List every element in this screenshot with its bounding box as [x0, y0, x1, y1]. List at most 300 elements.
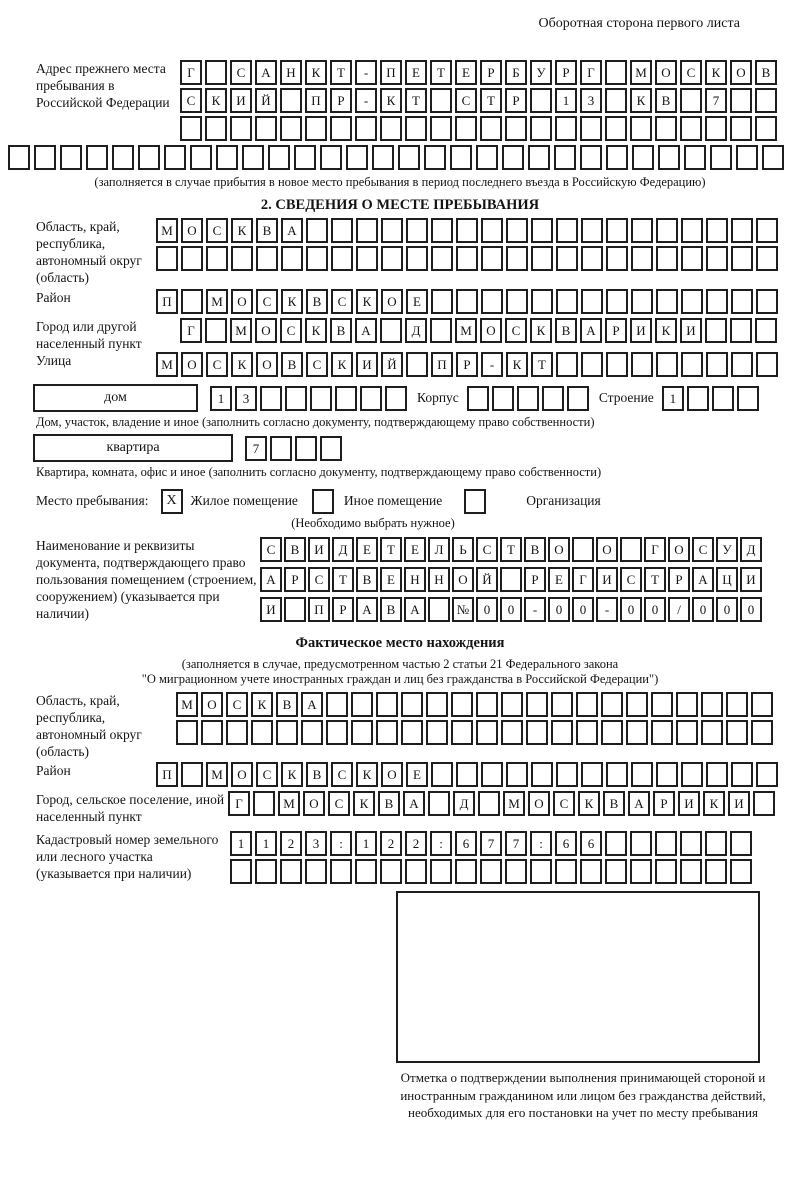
char-cell[interactable]	[626, 720, 648, 745]
char-cell[interactable]	[631, 289, 653, 314]
char-cell[interactable]	[253, 791, 275, 816]
char-cell[interactable]	[751, 692, 773, 717]
char-cell[interactable]	[481, 246, 503, 271]
char-cell[interactable]	[681, 352, 703, 377]
house-type-box[interactable]: дом	[33, 384, 198, 412]
char-cell[interactable]: А	[260, 567, 282, 592]
char-cell[interactable]: Г	[572, 567, 594, 592]
char-cell[interactable]	[580, 859, 602, 884]
char-cell[interactable]	[581, 246, 603, 271]
char-cell[interactable]	[736, 145, 758, 170]
char-cell[interactable]: К	[353, 791, 375, 816]
char-cell[interactable]	[531, 218, 553, 243]
char-cell[interactable]	[753, 791, 775, 816]
char-cell[interactable]: С	[331, 289, 353, 314]
char-cell[interactable]: Е	[455, 60, 477, 85]
char-cell[interactable]	[631, 762, 653, 787]
char-cell[interactable]: Р	[653, 791, 675, 816]
char-cell[interactable]	[351, 720, 373, 745]
fact-district-row[interactable]	[156, 762, 778, 787]
char-cell[interactable]: А	[255, 60, 277, 85]
char-cell[interactable]	[730, 859, 752, 884]
char-cell[interactable]	[351, 692, 373, 717]
char-cell[interactable]: Т	[531, 352, 553, 377]
char-cell[interactable]	[330, 859, 352, 884]
char-cell[interactable]: А	[301, 692, 323, 717]
char-cell[interactable]	[656, 246, 678, 271]
stroenie-row[interactable]	[662, 386, 759, 411]
char-cell[interactable]	[630, 116, 652, 141]
char-cell[interactable]: 0	[716, 597, 738, 622]
char-cell[interactable]	[605, 859, 627, 884]
char-cell[interactable]: И	[680, 318, 702, 343]
char-cell[interactable]	[476, 692, 498, 717]
char-cell[interactable]	[656, 289, 678, 314]
char-cell[interactable]: П	[305, 88, 327, 113]
char-cell[interactable]: №	[452, 597, 474, 622]
char-cell[interactable]: С	[256, 762, 278, 787]
char-cell[interactable]	[705, 859, 727, 884]
char-cell[interactable]: У	[716, 537, 738, 562]
char-cell[interactable]	[480, 859, 502, 884]
char-cell[interactable]	[480, 116, 502, 141]
char-cell[interactable]	[681, 218, 703, 243]
char-cell[interactable]	[601, 692, 623, 717]
char-cell[interactable]	[526, 692, 548, 717]
char-cell[interactable]	[360, 386, 382, 411]
char-cell[interactable]: 3	[580, 88, 602, 113]
char-cell[interactable]	[631, 246, 653, 271]
char-cell[interactable]	[430, 88, 452, 113]
char-cell[interactable]: С	[505, 318, 527, 343]
char-cell[interactable]: А	[628, 791, 650, 816]
char-cell[interactable]	[456, 289, 478, 314]
char-cell[interactable]: С	[553, 791, 575, 816]
char-cell[interactable]	[216, 145, 238, 170]
char-cell[interactable]: К	[703, 791, 725, 816]
char-cell[interactable]: Н	[404, 567, 426, 592]
char-cell[interactable]: 3	[235, 386, 257, 411]
char-cell[interactable]	[567, 386, 589, 411]
char-cell[interactable]	[430, 859, 452, 884]
char-cell[interactable]	[138, 145, 160, 170]
char-cell[interactable]	[681, 289, 703, 314]
char-cell[interactable]: С	[476, 537, 498, 562]
char-cell[interactable]	[355, 116, 377, 141]
char-cell[interactable]	[606, 289, 628, 314]
char-cell[interactable]	[706, 289, 728, 314]
char-cell[interactable]: В	[256, 218, 278, 243]
char-cell[interactable]	[456, 246, 478, 271]
char-cell[interactable]: П	[380, 60, 402, 85]
char-cell[interactable]: С	[308, 567, 330, 592]
char-cell[interactable]	[180, 116, 202, 141]
char-cell[interactable]: И	[230, 88, 252, 113]
char-cell[interactable]: К	[331, 352, 353, 377]
char-cell[interactable]: Г	[228, 791, 250, 816]
char-cell[interactable]: С	[680, 60, 702, 85]
char-cell[interactable]: /	[668, 597, 690, 622]
char-cell[interactable]	[656, 352, 678, 377]
char-cell[interactable]: 7	[505, 831, 527, 856]
char-cell[interactable]	[605, 88, 627, 113]
char-cell[interactable]	[630, 831, 652, 856]
prev-address-row-4[interactable]	[8, 145, 792, 170]
char-cell[interactable]	[731, 352, 753, 377]
char-cell[interactable]: К	[380, 88, 402, 113]
char-cell[interactable]	[156, 246, 178, 271]
char-cell[interactable]: О	[255, 318, 277, 343]
char-cell[interactable]	[476, 720, 498, 745]
char-cell[interactable]	[632, 145, 654, 170]
char-cell[interactable]: Г	[580, 60, 602, 85]
char-cell[interactable]	[385, 386, 407, 411]
char-cell[interactable]: С	[256, 289, 278, 314]
char-cell[interactable]: И	[678, 791, 700, 816]
char-cell[interactable]	[580, 116, 602, 141]
char-cell[interactable]: 7	[705, 88, 727, 113]
char-cell[interactable]	[431, 762, 453, 787]
char-cell[interactable]	[531, 289, 553, 314]
char-cell[interactable]: С	[331, 762, 353, 787]
char-cell[interactable]: -	[596, 597, 618, 622]
char-cell[interactable]	[112, 145, 134, 170]
char-cell[interactable]	[658, 145, 680, 170]
char-cell[interactable]: О	[231, 289, 253, 314]
char-cell[interactable]	[306, 218, 328, 243]
char-cell[interactable]	[260, 386, 282, 411]
char-cell[interactable]: Е	[404, 537, 426, 562]
char-cell[interactable]	[190, 145, 212, 170]
char-cell[interactable]	[285, 386, 307, 411]
char-cell[interactable]	[372, 145, 394, 170]
char-cell[interactable]: 1	[662, 386, 684, 411]
char-cell[interactable]: 1	[555, 88, 577, 113]
char-cell[interactable]: Р	[480, 60, 502, 85]
char-cell[interactable]	[606, 352, 628, 377]
char-cell[interactable]	[280, 116, 302, 141]
char-cell[interactable]: 3	[305, 831, 327, 856]
char-cell[interactable]	[60, 145, 82, 170]
char-cell[interactable]	[528, 145, 550, 170]
char-cell[interactable]	[331, 246, 353, 271]
char-cell[interactable]: А	[580, 318, 602, 343]
char-cell[interactable]	[606, 218, 628, 243]
char-cell[interactable]	[730, 318, 752, 343]
char-cell[interactable]	[310, 386, 332, 411]
char-cell[interactable]	[428, 597, 450, 622]
checkbox-organization[interactable]	[464, 489, 486, 514]
char-cell[interactable]	[305, 116, 327, 141]
char-cell[interactable]: :	[330, 831, 352, 856]
char-cell[interactable]: С	[328, 791, 350, 816]
char-cell[interactable]: 0	[740, 597, 762, 622]
char-cell[interactable]	[676, 720, 698, 745]
char-cell[interactable]	[606, 762, 628, 787]
char-cell[interactable]	[655, 116, 677, 141]
char-cell[interactable]: В	[524, 537, 546, 562]
char-cell[interactable]: А	[403, 791, 425, 816]
char-cell[interactable]: М	[230, 318, 252, 343]
char-cell[interactable]	[401, 720, 423, 745]
char-cell[interactable]	[631, 218, 653, 243]
apartment-type-box[interactable]: квартира	[33, 434, 233, 462]
char-cell[interactable]	[320, 145, 342, 170]
char-cell[interactable]: Т	[405, 88, 427, 113]
char-cell[interactable]: М	[156, 352, 178, 377]
char-cell[interactable]	[181, 762, 203, 787]
char-cell[interactable]: О	[381, 762, 403, 787]
char-cell[interactable]	[455, 116, 477, 141]
char-cell[interactable]: О	[256, 352, 278, 377]
char-cell[interactable]	[706, 218, 728, 243]
char-cell[interactable]	[481, 289, 503, 314]
char-cell[interactable]: С	[455, 88, 477, 113]
char-cell[interactable]	[655, 831, 677, 856]
char-cell[interactable]	[556, 218, 578, 243]
char-cell[interactable]	[755, 116, 777, 141]
char-cell[interactable]	[556, 289, 578, 314]
char-cell[interactable]	[426, 720, 448, 745]
char-cell[interactable]	[320, 436, 342, 461]
char-cell[interactable]	[270, 436, 292, 461]
char-cell[interactable]	[456, 218, 478, 243]
char-cell[interactable]	[431, 246, 453, 271]
char-cell[interactable]: О	[452, 567, 474, 592]
char-cell[interactable]: Р	[332, 597, 354, 622]
prev-address-row-2[interactable]	[180, 88, 777, 113]
char-cell[interactable]	[684, 145, 706, 170]
char-cell[interactable]: С	[692, 537, 714, 562]
char-cell[interactable]	[424, 145, 446, 170]
char-cell[interactable]	[712, 386, 734, 411]
char-cell[interactable]	[651, 692, 673, 717]
char-cell[interactable]	[356, 246, 378, 271]
char-cell[interactable]	[701, 720, 723, 745]
char-cell[interactable]: О	[231, 762, 253, 787]
char-cell[interactable]: К	[578, 791, 600, 816]
char-cell[interactable]: Г	[180, 318, 202, 343]
char-cell[interactable]: К	[655, 318, 677, 343]
char-cell[interactable]	[680, 88, 702, 113]
char-cell[interactable]	[34, 145, 56, 170]
fact-city-row[interactable]	[228, 791, 775, 816]
char-cell[interactable]	[572, 537, 594, 562]
char-cell[interactable]: Й	[255, 88, 277, 113]
char-cell[interactable]	[450, 145, 472, 170]
char-cell[interactable]	[710, 145, 732, 170]
char-cell[interactable]	[205, 318, 227, 343]
char-cell[interactable]: Р	[505, 88, 527, 113]
char-cell[interactable]: Р	[456, 352, 478, 377]
char-cell[interactable]: С	[280, 318, 302, 343]
char-cell[interactable]: Г	[180, 60, 202, 85]
char-cell[interactable]	[551, 692, 573, 717]
char-cell[interactable]	[630, 859, 652, 884]
char-cell[interactable]: С	[306, 352, 328, 377]
char-cell[interactable]	[705, 318, 727, 343]
char-cell[interactable]: С	[620, 567, 642, 592]
char-cell[interactable]	[430, 318, 452, 343]
char-cell[interactable]	[731, 246, 753, 271]
char-cell[interactable]: К	[231, 352, 253, 377]
char-cell[interactable]	[251, 720, 273, 745]
char-cell[interactable]: :	[430, 831, 452, 856]
char-cell[interactable]	[756, 218, 778, 243]
char-cell[interactable]	[331, 218, 353, 243]
char-cell[interactable]	[501, 692, 523, 717]
char-cell[interactable]	[755, 88, 777, 113]
char-cell[interactable]: В	[356, 567, 378, 592]
char-cell[interactable]: А	[404, 597, 426, 622]
char-cell[interactable]: М	[206, 289, 228, 314]
char-cell[interactable]: 0	[500, 597, 522, 622]
char-cell[interactable]	[231, 246, 253, 271]
char-cell[interactable]	[730, 116, 752, 141]
region-row-2[interactable]	[156, 246, 778, 271]
char-cell[interactable]: У	[530, 60, 552, 85]
char-cell[interactable]: О	[596, 537, 618, 562]
char-cell[interactable]	[230, 116, 252, 141]
char-cell[interactable]: И	[728, 791, 750, 816]
char-cell[interactable]: А	[692, 567, 714, 592]
char-cell[interactable]	[530, 859, 552, 884]
char-cell[interactable]	[542, 386, 564, 411]
cadastre-row-1[interactable]	[230, 831, 752, 856]
apartment-number-row[interactable]	[245, 436, 342, 461]
char-cell[interactable]	[620, 537, 642, 562]
char-cell[interactable]	[242, 145, 264, 170]
char-cell[interactable]	[305, 859, 327, 884]
char-cell[interactable]	[164, 145, 186, 170]
char-cell[interactable]: И	[260, 597, 282, 622]
char-cell[interactable]: Р	[605, 318, 627, 343]
char-cell[interactable]	[230, 859, 252, 884]
city-row[interactable]	[180, 318, 777, 343]
char-cell[interactable]: А	[356, 597, 378, 622]
char-cell[interactable]	[706, 352, 728, 377]
char-cell[interactable]: М	[206, 762, 228, 787]
char-cell[interactable]	[580, 145, 602, 170]
char-cell[interactable]: К	[705, 60, 727, 85]
char-cell[interactable]	[626, 692, 648, 717]
char-cell[interactable]	[500, 567, 522, 592]
char-cell[interactable]	[506, 762, 528, 787]
char-cell[interactable]: И	[308, 537, 330, 562]
char-cell[interactable]	[406, 218, 428, 243]
char-cell[interactable]	[581, 289, 603, 314]
char-cell[interactable]	[456, 762, 478, 787]
char-cell[interactable]: И	[596, 567, 618, 592]
char-cell[interactable]: 1	[255, 831, 277, 856]
char-cell[interactable]	[481, 762, 503, 787]
char-cell[interactable]	[576, 692, 598, 717]
char-cell[interactable]	[501, 720, 523, 745]
char-cell[interactable]	[581, 218, 603, 243]
char-cell[interactable]	[295, 436, 317, 461]
char-cell[interactable]: И	[740, 567, 762, 592]
char-cell[interactable]: Н	[280, 60, 302, 85]
char-cell[interactable]: Д	[405, 318, 427, 343]
char-cell[interactable]	[330, 116, 352, 141]
char-cell[interactable]	[556, 246, 578, 271]
char-cell[interactable]: 6	[455, 831, 477, 856]
char-cell[interactable]: П	[156, 762, 178, 787]
char-cell[interactable]	[605, 831, 627, 856]
char-cell[interactable]: Д	[332, 537, 354, 562]
char-cell[interactable]	[730, 88, 752, 113]
char-cell[interactable]	[326, 720, 348, 745]
char-cell[interactable]	[451, 720, 473, 745]
char-cell[interactable]: К	[281, 762, 303, 787]
char-cell[interactable]: 0	[692, 597, 714, 622]
char-cell[interactable]: Д	[740, 537, 762, 562]
char-cell[interactable]	[181, 246, 203, 271]
char-cell[interactable]: 0	[548, 597, 570, 622]
char-cell[interactable]: Т	[430, 60, 452, 85]
char-cell[interactable]	[398, 145, 420, 170]
char-cell[interactable]: Е	[380, 567, 402, 592]
char-cell[interactable]: О	[201, 692, 223, 717]
char-cell[interactable]: М	[503, 791, 525, 816]
doc-row-1[interactable]	[260, 537, 762, 562]
char-cell[interactable]: О	[730, 60, 752, 85]
char-cell[interactable]: Е	[548, 567, 570, 592]
char-cell[interactable]: О	[548, 537, 570, 562]
char-cell[interactable]	[601, 720, 623, 745]
char-cell[interactable]	[280, 859, 302, 884]
char-cell[interactable]	[226, 720, 248, 745]
char-cell[interactable]	[506, 246, 528, 271]
char-cell[interactable]	[467, 386, 489, 411]
char-cell[interactable]	[606, 246, 628, 271]
char-cell[interactable]: -	[355, 88, 377, 113]
char-cell[interactable]: Т	[380, 537, 402, 562]
char-cell[interactable]	[505, 859, 527, 884]
char-cell[interactable]: 0	[620, 597, 642, 622]
char-cell[interactable]	[381, 246, 403, 271]
char-cell[interactable]	[281, 246, 303, 271]
char-cell[interactable]: И	[356, 352, 378, 377]
district-row[interactable]	[156, 289, 778, 314]
char-cell[interactable]: Ц	[716, 567, 738, 592]
char-cell[interactable]: О	[480, 318, 502, 343]
char-cell[interactable]	[656, 218, 678, 243]
char-cell[interactable]	[86, 145, 108, 170]
char-cell[interactable]	[530, 116, 552, 141]
char-cell[interactable]	[201, 720, 223, 745]
char-cell[interactable]	[381, 218, 403, 243]
char-cell[interactable]: -	[481, 352, 503, 377]
char-cell[interactable]: А	[281, 218, 303, 243]
char-cell[interactable]	[581, 352, 603, 377]
char-cell[interactable]	[731, 218, 753, 243]
char-cell[interactable]: -	[524, 597, 546, 622]
char-cell[interactable]: Т	[330, 60, 352, 85]
char-cell[interactable]: Т	[500, 537, 522, 562]
char-cell[interactable]: В	[655, 88, 677, 113]
char-cell[interactable]	[726, 720, 748, 745]
char-cell[interactable]	[294, 145, 316, 170]
char-cell[interactable]: М	[156, 218, 178, 243]
char-cell[interactable]: Р	[668, 567, 690, 592]
char-cell[interactable]	[356, 218, 378, 243]
char-cell[interactable]: Р	[284, 567, 306, 592]
char-cell[interactable]	[651, 720, 673, 745]
char-cell[interactable]	[431, 218, 453, 243]
char-cell[interactable]: Б	[505, 60, 527, 85]
char-cell[interactable]: О	[381, 289, 403, 314]
